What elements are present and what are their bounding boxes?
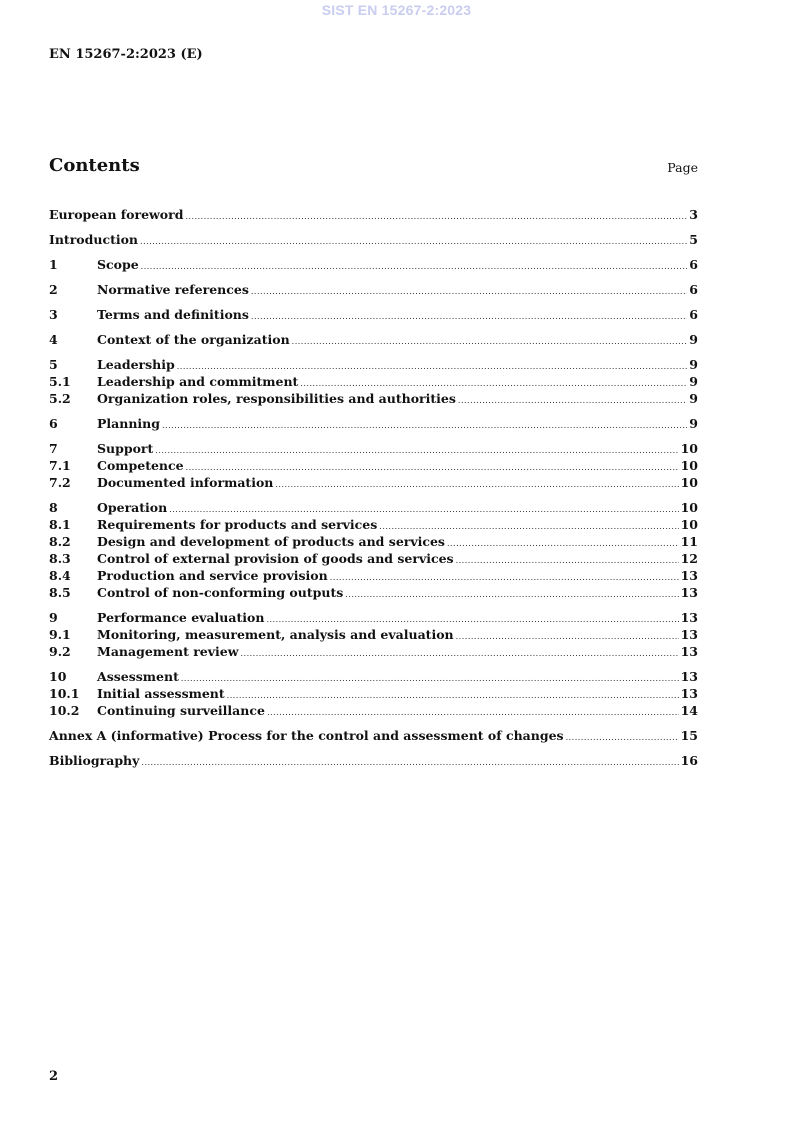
toc-entry-number: 8.2 [49, 534, 71, 549]
toc-entry-number: 2 [49, 282, 58, 297]
toc-entry-number: 8.1 [49, 517, 71, 532]
toc-entry-number: 9.1 [49, 627, 71, 642]
toc-entry[interactable] [49, 331, 698, 348]
toc-entry[interactable] [49, 643, 698, 660]
toc-entry-title: Management review [97, 644, 239, 659]
toc-entry-number: 9 [49, 610, 58, 625]
toc-entry-number: 1 [49, 257, 58, 272]
contents-heading: Contents [49, 155, 140, 176]
page-column-heading: Page [667, 160, 698, 175]
toc-entry-number: 8.4 [49, 568, 71, 583]
toc-entry-title: Leadership and commitment [97, 374, 299, 389]
toc-entry-page: 13 [680, 627, 698, 642]
toc-entry[interactable] [49, 457, 698, 474]
toc-dot-leader [155, 442, 678, 459]
toc-entry-page: 14 [680, 703, 698, 718]
toc-entry-number: 8 [49, 500, 58, 515]
toc-entry-page: 9 [689, 391, 698, 406]
toc-dot-leader [456, 628, 679, 645]
toc-entry-page: 10 [680, 441, 698, 456]
toc-entry-page: 5 [689, 232, 698, 247]
toc-entry-title: Assessment [97, 669, 179, 684]
toc-entry-number: 9.2 [49, 644, 71, 659]
toc-entry[interactable] [49, 567, 698, 584]
toc-entry-page: 13 [680, 669, 698, 684]
toc-entry-page: 3 [689, 207, 698, 222]
toc-dot-leader [566, 729, 679, 746]
toc-entry-title: Leadership [97, 357, 175, 372]
toc-entry-page: 13 [680, 568, 698, 583]
toc-entry-number: 10 [49, 669, 67, 684]
page-number: 2 [49, 1069, 59, 1084]
toc-entry-number: 7.2 [49, 475, 71, 490]
toc-entry-title: Initial assessment [97, 686, 225, 701]
toc-entry-page: 12 [680, 551, 698, 566]
toc-entry-title: Requirements for products and services [97, 517, 378, 532]
toc-entry-title: Bibliography [49, 753, 140, 768]
toc-dot-leader [456, 552, 679, 569]
toc-entry[interactable] [49, 685, 698, 702]
toc-entry-title: Introduction [49, 232, 139, 247]
toc-entry-title: Operation [97, 500, 168, 515]
toc-entry-title: Annex A (informative) Process for the control and assessment of changes [49, 728, 564, 743]
toc-entry-page: 10 [680, 475, 698, 490]
toc-entry-title: Planning [97, 416, 161, 431]
toc-dot-leader [140, 233, 687, 250]
toc-entry-title: Organization roles, responsibilities and authorities [97, 391, 456, 406]
toc-entry-page: 10 [680, 517, 698, 532]
toc-entry-title: Context of the organization [97, 332, 290, 347]
toc-entry-page: 6 [689, 257, 698, 272]
document-identifier: EN 15267-2:2023 (E) [49, 47, 203, 62]
toc-entry[interactable] [49, 550, 698, 567]
toc-entry-number: 7.1 [49, 458, 71, 473]
toc-entry[interactable] [49, 373, 698, 390]
toc-entry-title: Performance evaluation [97, 610, 265, 625]
toc-dot-leader [185, 208, 687, 225]
toc-entry-page: 13 [680, 686, 698, 701]
toc-entry-title: Production and service provision [97, 568, 328, 583]
toc-entry-number: 5.1 [49, 374, 71, 389]
toc-entry-page: 6 [689, 307, 698, 322]
toc-entry[interactable] [49, 306, 698, 323]
toc-entry[interactable] [49, 516, 698, 533]
toc-entry[interactable] [49, 609, 698, 626]
toc-entry-number: 10.2 [49, 703, 80, 718]
toc-entry-page: 13 [680, 644, 698, 659]
toc-entry-number: 8.3 [49, 551, 71, 566]
toc-dot-leader [330, 569, 679, 586]
toc-dot-leader [267, 704, 679, 721]
toc-dot-leader [162, 417, 687, 434]
toc-dot-leader [458, 392, 687, 409]
toc-entry-page: 13 [680, 610, 698, 625]
toc-entry-number: 6 [49, 416, 58, 431]
toc-entry[interactable] [49, 206, 698, 223]
toc-entry-page: 16 [680, 753, 698, 768]
toc-entry-number: 4 [49, 332, 58, 347]
toc-entry-title: European foreword [49, 207, 184, 222]
toc-entry-number: 5.2 [49, 391, 71, 406]
toc-entry-title: Scope [97, 257, 139, 272]
toc-entry-title: Terms and definitions [97, 307, 249, 322]
toc-entry-title: Design and development of products and services [97, 534, 445, 549]
toc-entry-page: 9 [689, 416, 698, 431]
toc-entry[interactable] [49, 752, 698, 769]
toc-entry-number: 5 [49, 357, 58, 372]
toc-entry[interactable] [49, 281, 698, 298]
toc-dot-leader [141, 754, 678, 771]
toc-entry-number: 7 [49, 441, 58, 456]
toc-dot-leader [227, 687, 679, 704]
toc-entry[interactable] [49, 499, 698, 516]
toc-entry[interactable] [49, 668, 698, 685]
toc-entry-title: Competence [97, 458, 184, 473]
toc-entry-page: 9 [689, 374, 698, 389]
toc-entry[interactable] [49, 727, 698, 744]
toc-entry[interactable] [49, 390, 698, 407]
toc-entry-page: 15 [680, 728, 698, 743]
toc-dot-leader [240, 645, 678, 662]
toc-entry[interactable] [49, 415, 698, 432]
toc-entry-page: 9 [689, 332, 698, 347]
toc-entry[interactable] [49, 440, 698, 457]
toc-entry-page: 11 [680, 534, 698, 549]
toc-entry[interactable] [49, 474, 698, 491]
toc-entry-page: 6 [689, 282, 698, 297]
toc-entry[interactable] [49, 626, 698, 643]
toc-dot-leader [292, 333, 688, 350]
toc-dot-leader [447, 535, 679, 552]
toc-entry-page: 10 [680, 458, 698, 473]
toc-entry-page: 10 [680, 500, 698, 515]
toc-entry-title: Monitoring, measurement, analysis and evaluation [97, 627, 454, 642]
toc-dot-leader [251, 283, 687, 300]
toc-entry-page: 13 [680, 585, 698, 600]
toc-entry-number: 10.1 [49, 686, 80, 701]
toc-dot-leader [275, 476, 678, 493]
toc-entry[interactable] [49, 231, 698, 248]
toc-entry-number: 8.5 [49, 585, 71, 600]
toc-dot-leader [141, 258, 688, 275]
toc-entry-title: Continuing surveillance [97, 703, 265, 718]
toc-entry[interactable] [49, 256, 698, 273]
toc-entry-title: Support [97, 441, 154, 456]
toc-entry[interactable] [49, 356, 698, 373]
toc-entry-title: Documented information [97, 475, 274, 490]
toc-entry-title: Normative references [97, 282, 249, 297]
toc-entry[interactable] [49, 702, 698, 719]
toc-entry-page: 9 [689, 357, 698, 372]
table-of-contents [49, 206, 698, 769]
toc-entry[interactable] [49, 533, 698, 550]
toc-dot-leader [181, 670, 679, 687]
toc-entry[interactable] [49, 584, 698, 601]
watermark-text: SIST EN 15267-2:2023 [321, 2, 472, 18]
toc-dot-leader [251, 308, 687, 325]
toc-entry-title: Control of external provision of goods and services [97, 551, 454, 566]
toc-entry-number: 3 [49, 307, 58, 322]
toc-dot-leader [345, 586, 678, 603]
toc-entry-title: Control of non-conforming outputs [97, 585, 344, 600]
